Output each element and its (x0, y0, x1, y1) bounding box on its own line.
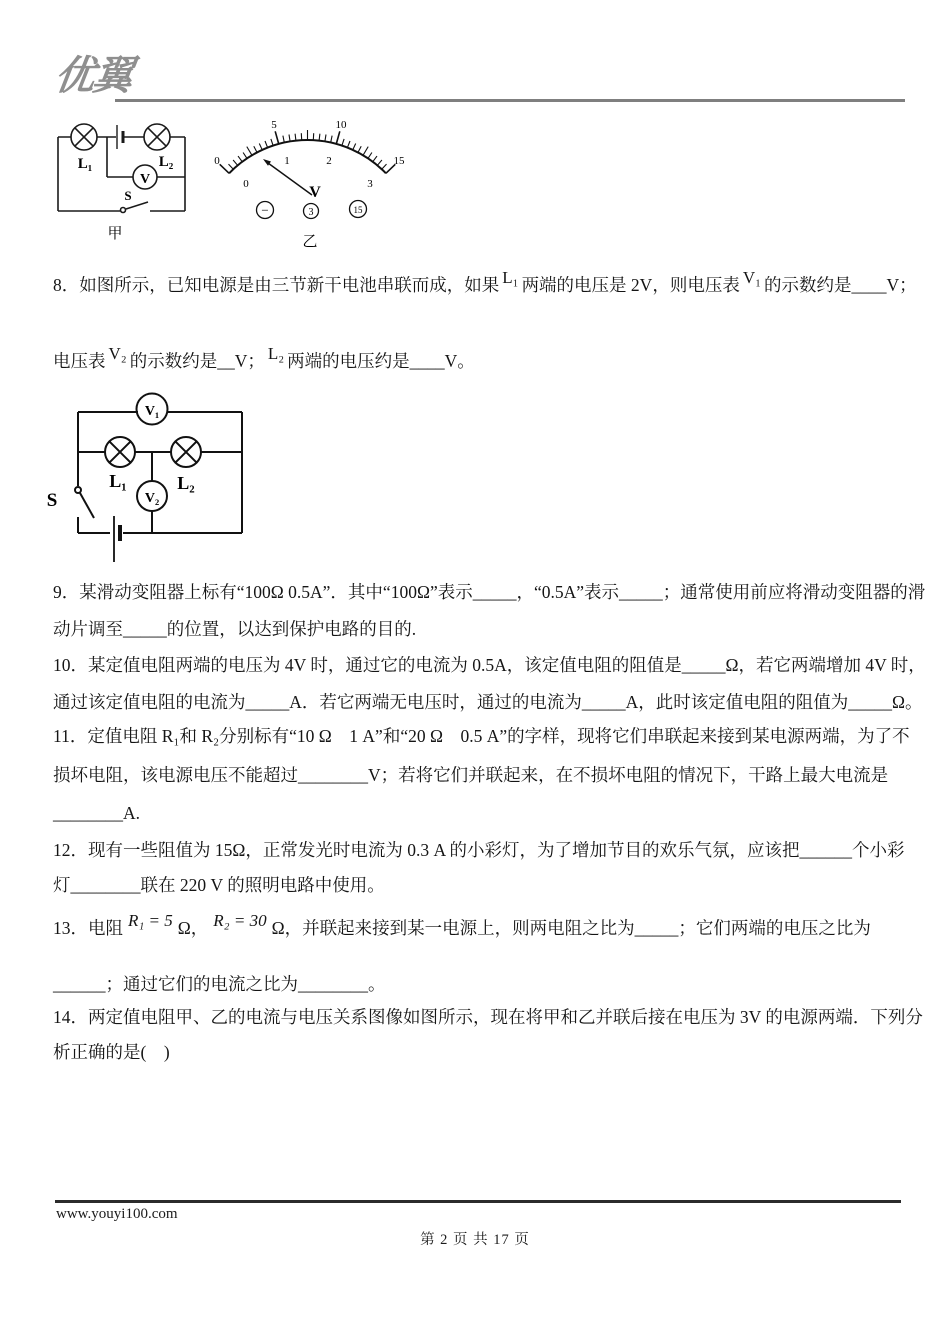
circuit-diagram-jia (52, 108, 207, 243)
figure-caption-jia: 甲 (107, 226, 123, 242)
inner-tick-0: 0 (243, 178, 249, 190)
inner-tick-1: 1 (284, 155, 290, 167)
youyi-logo: 优翼 (51, 54, 135, 98)
voltmeter-scale-diagram-yi (205, 103, 415, 248)
switch-label: S (46, 490, 58, 511)
question-9-line-2: 动片调至_____的位置，以达到保护电路的目的. (53, 619, 417, 639)
outer-tick-15: 15 (393, 155, 405, 167)
lamp-x-l1 (109, 441, 130, 462)
question-8-line-2: 电压表 V₂ 的示数约是__V； L₂ 两端的电压约是____V。 (53, 344, 475, 371)
question-9-line-1: 9．某滑动变阻器上标有“100Ω 0.5A”．其中“100Ω”表示_____，“0.5A”表示_____；通常使用前应将滑动变阻器的滑 (53, 582, 926, 602)
lamp-l1-label: L₁ (109, 471, 127, 491)
inner-tick-2: 2 (326, 155, 332, 167)
lamp-x-l2 (148, 128, 166, 146)
question-11-line-1: 11．定值电阻 R₁和 R₂分别标有“10 Ω 1 A”和“20 Ω 0.5 A”的字样，现将它们串联起来接到某电源两端，为了不 (53, 726, 910, 746)
question-13-line-2: ______；通过它们的电流之比为________。 (53, 974, 386, 994)
meter-ticks (220, 130, 396, 173)
lamp-x-l2 (175, 441, 196, 462)
figure-caption-yi: 乙 (302, 234, 318, 248)
footer-divider (55, 1200, 901, 1203)
lamp-l2-label: L₂ (158, 154, 174, 170)
question-12-line-1: 12．现有一些阻值为 15Ω，正常发光时电流为 0.3 A 的小彩灯，为了增加节目的欢乐气氛，应该把______个小彩 (53, 840, 905, 860)
outer-tick-0: 0 (214, 155, 220, 167)
meter-unit-label: V (309, 184, 321, 201)
terminal-15-icon (350, 201, 367, 218)
outer-tick-10: 10 (335, 119, 347, 131)
voltmeter2-label: V₂ (144, 491, 160, 506)
lamp-l2-label: L₂ (177, 473, 195, 493)
footer-url: www.youyi100.com (56, 1206, 178, 1222)
question-14-line-2: 析正确的是( ) (53, 1042, 170, 1062)
svg-text:−: − (261, 202, 269, 218)
question-11-line-2: 损坏电阻，该电源电压不能超过________V；若将它们并联起来，在不损坏电阻的情况下，干路上最大电流是 (53, 765, 889, 785)
question-12-line-2: 灯________联在 220 V 的照明电路中使用。 (53, 875, 385, 895)
terminal-3-icon (304, 204, 319, 219)
svg-text:15: 15 (353, 205, 363, 215)
question-13-line-1: 13．电阻 R₁ = 5 Ω， R₂ = 30 Ω，并联起来接到某一电源上，则两电阻之比为_____；它们两端的电压之比为 (53, 911, 871, 938)
minus-terminal-icon (257, 202, 274, 219)
svg-text:3: 3 (308, 207, 314, 218)
question-10-line-2: 通过该定值电阻的电流为_____A．若它两端无电压时，通过的电流为_____A，此时该定值电阻的阻值为_____Ω。 (53, 692, 923, 712)
question-10-line-1: 10．某定值电阻两端的电压为 4V 时，通过它的电流为 0.5A，该定值电阻的阻值是_____Ω，若它两端增加 4V 时， (53, 655, 926, 675)
meter-arc (229, 140, 386, 173)
question-8-line-1: 8．如图所示，已知电源是由三节新干电池串联而成，如果 L₁ 两端的电压是 2V，则电压表 V₁ 的示数约是____V； (53, 268, 917, 295)
inner-tick-3: 3 (367, 178, 373, 190)
switch-contact (75, 487, 81, 493)
lamp-l1-label: L₁ (77, 156, 93, 172)
voltmeter-label: V (139, 172, 151, 187)
switch-label: S (124, 188, 132, 203)
voltmeter1-label: V₁ (144, 404, 160, 419)
question-14-line-1: 14．两定值电阻甲、乙的电流与电压关系图像如图所示，现在将甲和乙并联后接在电压为 3V 的电源两端．下列分 (53, 1007, 923, 1027)
header-divider (115, 99, 905, 102)
circuit-diagram-q8 (40, 390, 260, 575)
switch-icon (126, 202, 148, 209)
switch-blade (80, 493, 94, 518)
footer-page-number: 第 2 页 共 17 页 (420, 1232, 530, 1248)
lamp-x-l1 (75, 128, 93, 146)
question-11-line-3: ________A. (53, 803, 141, 823)
outer-tick-5: 5 (271, 119, 277, 131)
